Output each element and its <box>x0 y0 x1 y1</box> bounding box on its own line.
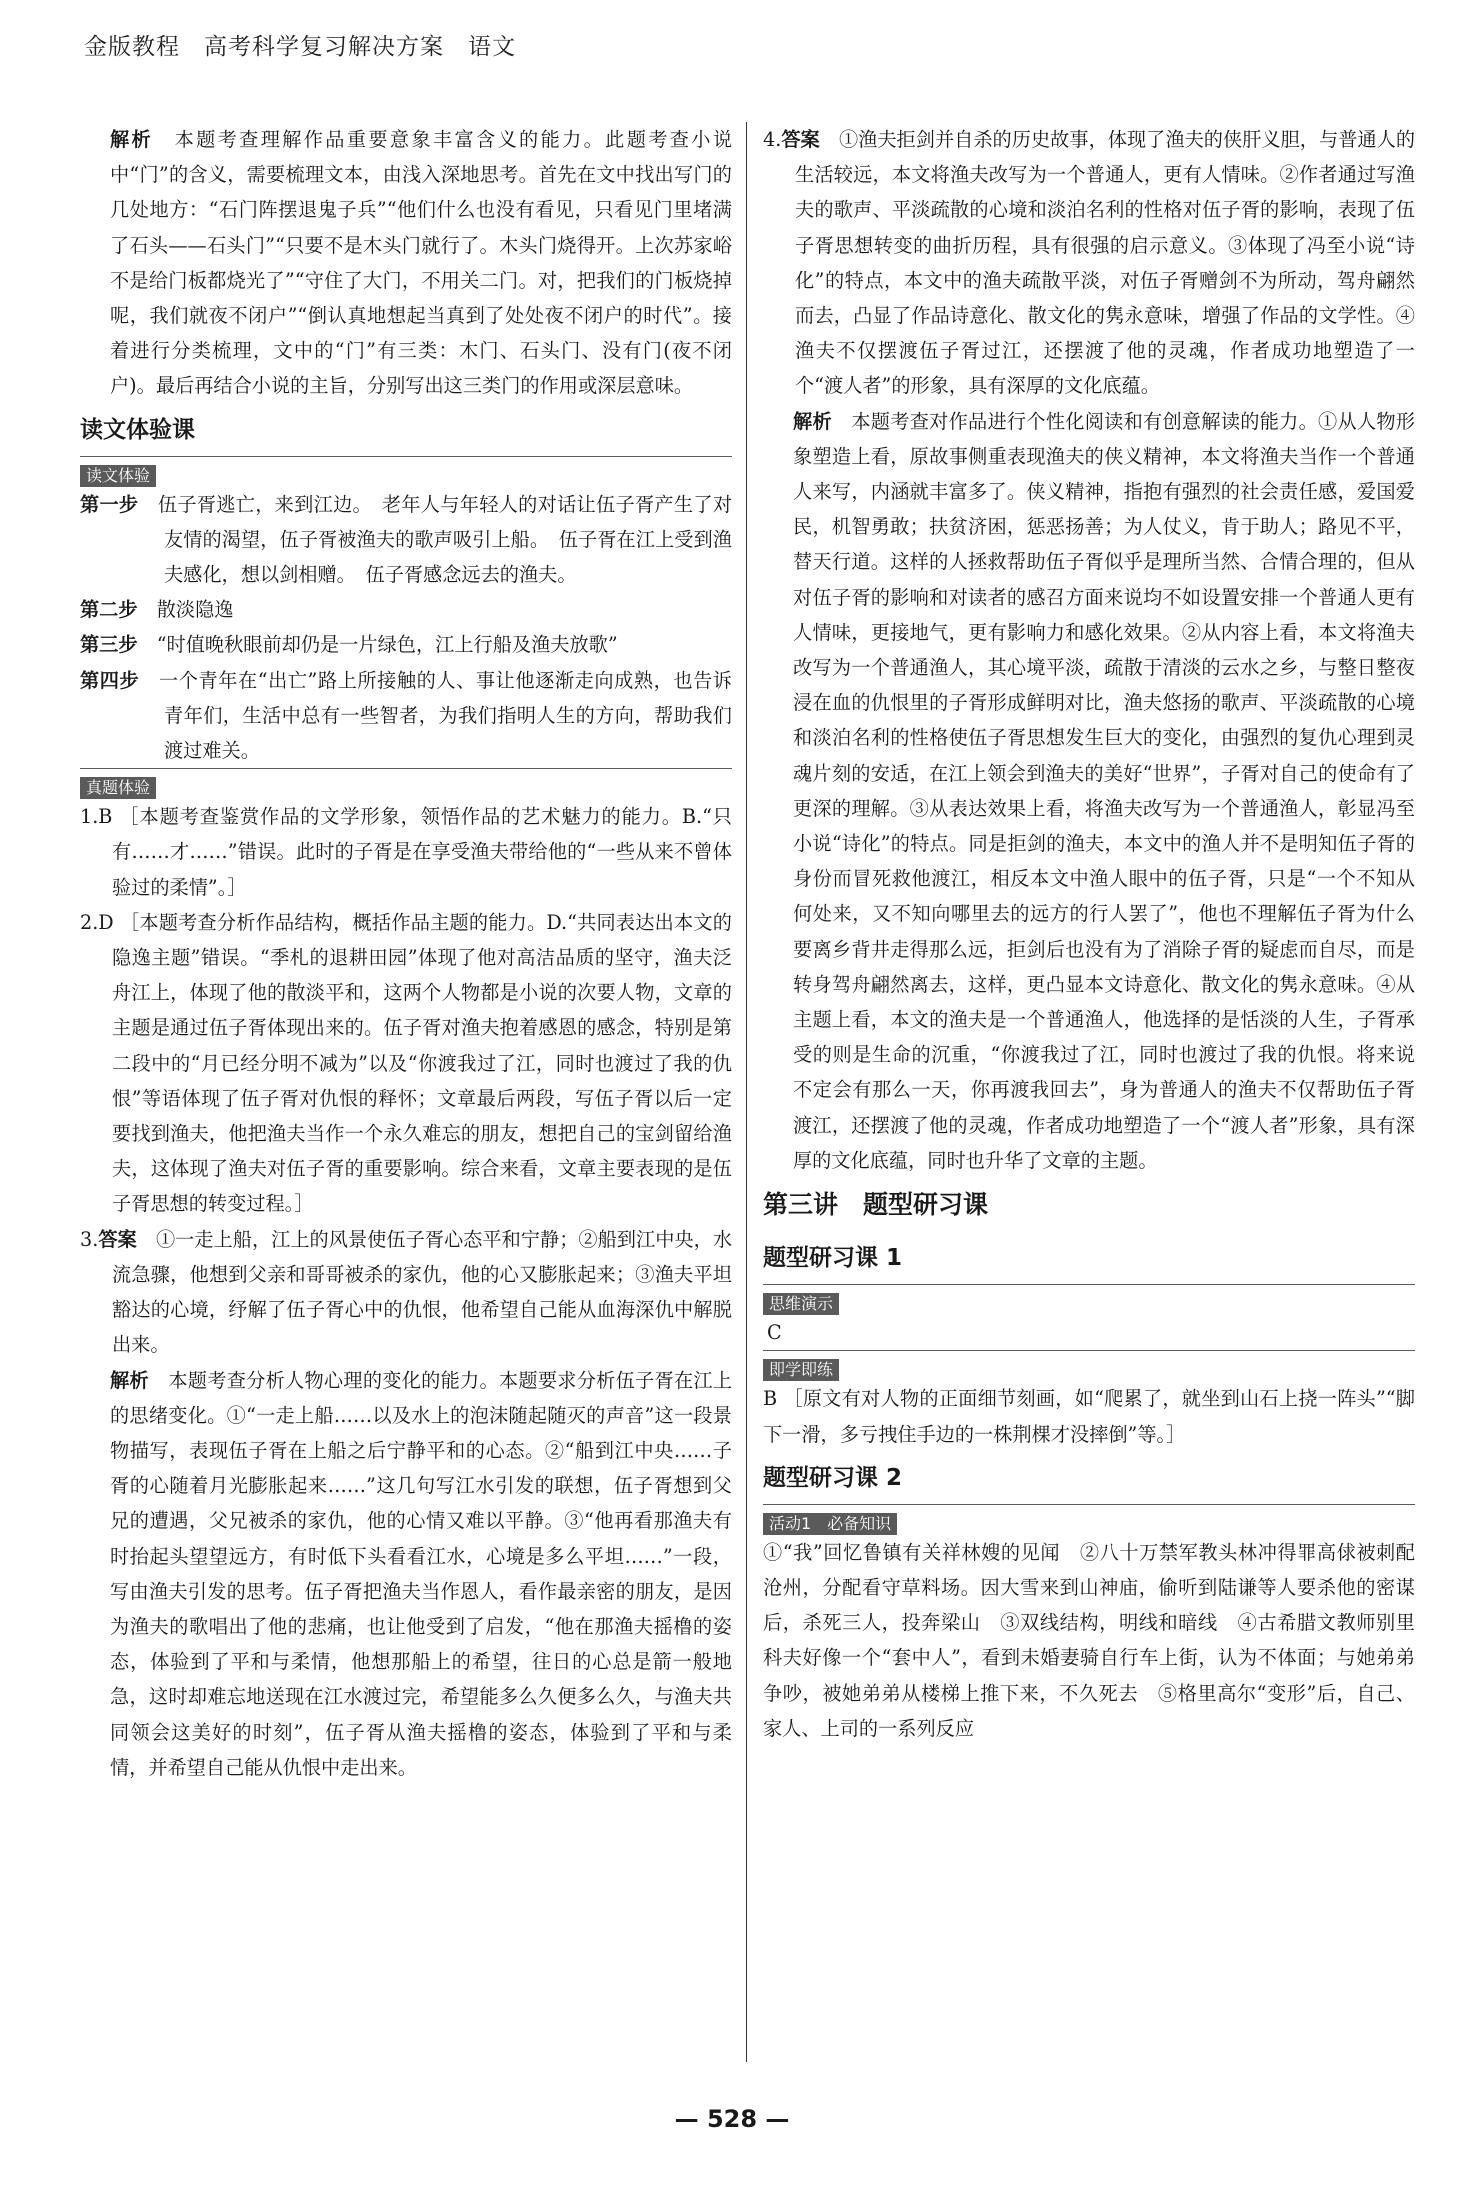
question-3-answer <box>80 1222 732 1363</box>
question-text: ［本题考查分析作品结构，概括作品主题的能力。D.“共同表达出本文的隐逸主题”错误。“季札的退耕田园”体现了他对高洁品质的坚守，渔夫泛舟江上，体现了他的散淡平和，这两个人物都是小说的次要人物，文章的主题是通过伍子胥体现出来的。伍子胥对渔夫抱着感恩的感念，特别是第二段中的“月已经分明不减为”以及“你渡我过了江，同时也渡过了我的仇恨”等语体现了伍子胥对仇恨的释怀；文章最后两段，写伍子胥以后一定要找到渔夫，他把渔夫当作一个永久难忘的朋友，想把自己的宝剑留给渔夫，这体现了渔夫对伍子胥的重要影响。综合来看，文章主要表现的是伍子胥思想的转变过程。］ <box>112 910 732 1216</box>
step-label: 第一步 <box>80 492 139 516</box>
tag-think: 思维演示 <box>763 1293 839 1315</box>
section-title-lesson-1: 题型研习课 1 <box>763 1245 903 1272</box>
left-column <box>80 122 732 1785</box>
question-1 <box>80 799 732 905</box>
answer-text: ①一走上船，江上的风景使伍子胥心态平和宁静；②船到江中央，水流急骤，他想到父亲和哥哥被杀的家仇，他的心又膨胀起来；③渔夫平坦豁达的心境，纾解了伍子胥心中的仇恨，他希望自己能从血海深仇中解脱出来。 <box>112 1227 733 1357</box>
tag-row-reading <box>80 456 732 487</box>
question-number: 3. <box>80 1227 99 1251</box>
question-3-analysis <box>80 1363 732 1785</box>
answer-label: 答案 <box>781 128 820 151</box>
question-number: 4. <box>763 128 782 151</box>
question-4-answer <box>763 122 1415 404</box>
step-label: 第四步 <box>80 668 140 692</box>
step-2 <box>80 592 732 627</box>
running-header: 金版教程 高考科学复习解决方案 语文 <box>84 34 516 60</box>
step-3 <box>80 627 732 662</box>
intro-analysis <box>80 122 732 404</box>
question-2 <box>80 905 732 1222</box>
section-title-lecture: 第三讲 题型研习课 <box>763 1190 989 1220</box>
analysis-text: 本题考查对作品进行个性化阅读和有创意解读的能力。①从人物形象塑造上看，原故事侧重表现渔夫的侠义精神，本文将渔夫当作一个普通人来写，内涵就丰富多了。侠义精神，指抱有强烈的社会责任感，爱国爱民，机智勇敢；扶贫济困，惩恶扬善；为人仗义，肯于助人；路见不平，替天行道。这样的人拯救帮助伍子胥似乎是理所当然、合情合理的，但从对伍子胥的影响和对读者的感召方面来说均不如设置安排一个普通人更有人情味，更接地气，更有影响力和感化效果。②从内容上看，本文将渔夫改写为一个普通渔人，其心境平淡，疏散于清淡的云水之乡，与整日整夜浸在血的仇恨里的子胥形成鲜明对比，渔夫悠扬的歌声、平淡疏散的心境和淡泊名利的性格使伍子胥思想发生巨大的变化，由强烈的复仇心理到灵魂片刻的安适，在江上领会到渔夫的美好“世界”，子胥对自己的使命有了更深的理解。③从表达效果上看，将渔夫改写为一个普通渔人，彰显冯至小说“诗化”的特点。同是拒剑的渔夫，本文中的渔人并不是明知伍子胥的身份而冒死救他渡江，相反本文中渔人眼中的伍子胥，只是“一个不知从何处来，又不知向哪里去的远方的行人罢了”，他也不理解伍子胥为什么要离乡背井走得那么远，拒剑后也没有为了消除子胥的疑虑而自尽，而是转身驾舟翩然离去，这样，更凸显本文诗意化、散文化的隽永意味。④从主题上看，本文的渔夫是一个普通渔人，他选择的是恬淡的人生，子胥承受的则是生命的沉重，“你渡我过了江，同时也渡过了我的仇恨。将来说不定会有那么一天，你再渡我回去”，身为普通人的渔夫不仅帮助伍子胥渡江，还摆渡了他的灵魂，作者成功地塑造了一个“渡人者”形象，具有深厚的文化底蕴，同时也升华了文章的主题。 <box>793 409 1416 1172</box>
analysis-text: 本题考查分析人物心理的变化的能力。本题要求分析伍子胥在江上的思绪变化。①“一走上船……以及水上的泡沫随起随灭的声音”这一段景物描写，表现伍子胥在上船之后宁静平和的心态。②“船到江中央……子胥的心随着月光膨胀起来……”这几句写江水引发的联想，伍子胥想到父兄的遭遇，父兄被杀的家仇，他的心情又难以平静。③“他再看那渔夫有时抬起头望望远方，有时低下头看看江水，心境是多么平坦……”一段，写由渔夫引发的思考。伍子胥把渔夫当作恩人，看作最亲密的朋友，是因为渔夫的歌唱出了他的悲痛，也让他受到了启发，“他在那渔夫摇橹的姿态，体验到了平和与柔情，他想那船上的希望，往日的心总是箭一般地急，这时却难忘地送现在江水渡过完，希望能多么久便多么久，与渔夫共同领会这美好的时刻”，伍子胥从渔夫摇橹的姿态，体验到了平和与柔情，并希望自己能从仇恨中走出来。 <box>110 1368 733 1779</box>
answer-text: ①渔夫拒剑并自杀的历史故事，体现了渔夫的侠肝义胆，与普通人的生活较远，本文将渔夫改写为一个普通人，更有人情味。②作者通过写渔夫的歌声、平淡疏散的心境和淡泊名利的性格对伍子胥的影响，表现了伍子胥思想转变的曲折历程，具有很强的启示意义。③体现了冯至小说“诗化”的特点，本文中的渔夫疏散平淡，对伍子胥赠剑不为所动，驾舟翩然而去，凸显了作品诗意化、散文化的隽永意味，增强了作品的文学性。④渔夫不仅摆渡伍子胥过江，还摆渡了他的灵魂，作者成功地塑造了一个“渡人者”的形象，具有深厚的文化底蕴。 <box>795 128 1416 398</box>
section-title-reading: 读文体验课 <box>80 416 195 443</box>
step-text: “时值晚秋眼前却仍是一片绿色，江上行船及渔夫放歌” <box>156 633 618 657</box>
tag-row-practice <box>763 1350 1415 1381</box>
tag-reading: 读文体验 <box>80 465 156 487</box>
answer-label: 答案 <box>98 1227 137 1251</box>
step-text: 伍子胥逃亡，来到江边。 老年人与年轻人的对话让伍子胥产生了对友情的渴望，伍子胥被渔夫的歌声吸引上船。 伍子胥在江上受到渔夫感化，想以剑相赠。 伍子胥感念远去的渔夫。 <box>157 492 732 587</box>
tag-row-activity <box>763 1504 1415 1535</box>
question-number: 2.D <box>80 910 114 934</box>
think-answer: C <box>767 1321 782 1345</box>
right-column <box>763 122 1415 1746</box>
analysis-text: 本题考查理解作品重要意象丰富含义的能力。此题考查小说中“门”的含义，需要梳理文本，由浅入深地思考。首先在文中找出写门的几处地方：“石门阵摆退鬼子兵”“他们什么也没有看见，只看见门里堵满了石头——石头门”“只要不是木头门就行了。木头门烧得开。上次苏家峪不是给门板都烧光了”“守住了大门，不用关二门。对，把我们的门板烧掉呢，我们就夜不闭户”“倒认真地想起当真到了处处夜不闭户的时代”。接着进行分类梳理，文中的“门”有三类：木门、石头门、没有门(夜不闭户)。最后再结合小说的主旨，分别写出这三类门的作用或深层意味。 <box>110 128 733 398</box>
tag-row-real <box>80 768 732 799</box>
question-number: 1.B <box>80 805 113 829</box>
step-label: 第三步 <box>80 633 138 657</box>
tag-real: 真题体验 <box>80 777 156 799</box>
tag-practice: 即学即练 <box>763 1359 839 1381</box>
step-label: 第二步 <box>80 598 138 622</box>
activity-text: ①“我”回忆鲁镇有关祥林嫂的见闻 ②八十万禁军教头林冲得罪高俅被刺配沧州，分配看守草料场。因大雪来到山神庙，偷听到陆谦等人要杀他的密谋后，杀死三人，投奔梁山 ③双线结构，明线和暗线 ④古希腊文教师别里科夫好像一个“套中人”，看到未婚妻骑自行车上街，认为不体面；与她弟弟争吵，被她弟弟从楼梯上推下来，不久死去 ⑤格里高尔“变形”后，自己、家人、上司的一系列反应 <box>763 1540 1415 1740</box>
question-4-analysis <box>763 404 1415 1178</box>
step-4 <box>80 663 732 769</box>
section-title-lesson-2: 题型研习课 2 <box>763 1464 903 1491</box>
step-text: 散淡隐逸 <box>156 598 234 622</box>
page-number: — 528 — <box>674 2105 790 2133</box>
tag-row-think <box>763 1284 1415 1315</box>
analysis-label: 解析 <box>110 1368 149 1392</box>
analysis-label: 解析 <box>793 409 832 433</box>
column-divider <box>746 122 747 2062</box>
analysis-label: 解析 <box>110 128 154 151</box>
practice-answer: B ［原文有对人物的正面细节刻画，如“爬累了，就坐到山石上挠一阵头”“脚下一滑，多亏拽住手边的一株荆棵才没摔倒”等。］ <box>763 1387 1415 1446</box>
question-text: ［本题考查鉴赏作品的文学形象，领悟作品的艺术魅力的能力。B.“只有……才……”错误。此时的子胥是在享受渔夫带给他的“一些从来不曾体验过的柔情”。］ <box>112 805 732 899</box>
tag-activity: 活动1 必备知识 <box>763 1513 897 1535</box>
step-1 <box>80 487 732 593</box>
step-text: 一个青年在“出亡”路上所接触的人、事让他逐渐走向成熟，也告诉青年们，生活中总有一些智者，为我们指明人生的方向，帮助我们渡过难关。 <box>158 668 732 763</box>
